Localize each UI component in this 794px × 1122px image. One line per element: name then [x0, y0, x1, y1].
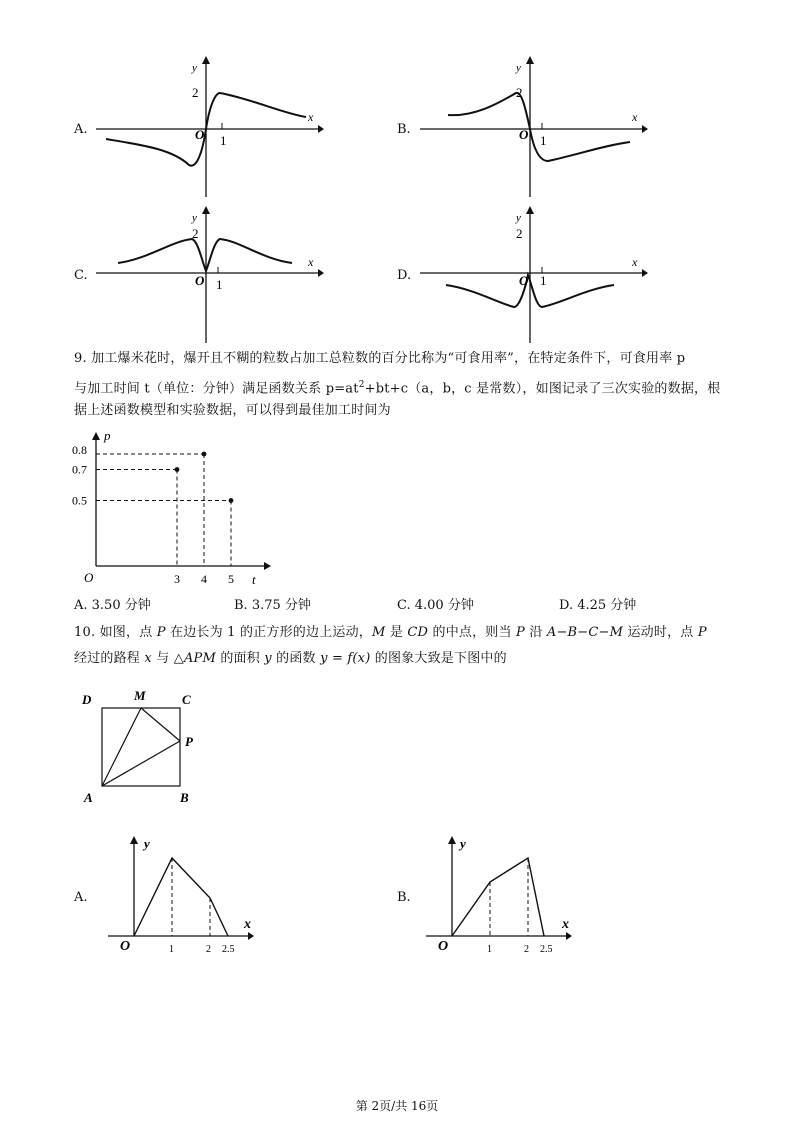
y-tick-label-1: 0.7	[72, 462, 87, 477]
x-tick-label-1: 4	[201, 572, 207, 586]
q9-line-2-before: 与加工时间 t（单位：分钟）满足函数关系 p=at	[74, 381, 359, 397]
q10-line-1	[74, 620, 707, 646]
y-label: y	[516, 212, 521, 224]
origin-label: O	[84, 570, 94, 585]
q10-u8: y = f(x)	[320, 651, 371, 666]
q10-t11: 运动时，点	[623, 625, 698, 640]
tick-2: 2	[524, 944, 529, 955]
q9-scatter-chart	[68, 428, 278, 588]
q10-t4: M	[371, 625, 386, 640]
q8-option-c-label: C.	[74, 268, 88, 283]
tick-label-one: 1	[220, 133, 227, 148]
q10-t10: A−B−C−M	[546, 625, 624, 640]
vertex-b: B	[180, 790, 189, 805]
q10-option-a-label: A.	[74, 890, 88, 905]
origin-label: O	[195, 273, 205, 288]
x-label: x	[308, 255, 314, 269]
graph-line	[452, 858, 544, 936]
tick-label-one: 1	[540, 133, 547, 148]
q10-square-diagram	[76, 684, 216, 808]
y-label: y	[144, 836, 150, 851]
x-arrow	[248, 932, 254, 940]
y-arrow	[526, 56, 534, 64]
tick-1: 1	[169, 944, 174, 955]
vertex-m: M	[134, 688, 146, 703]
tick-2: 2	[206, 944, 211, 955]
q8-graph-d	[416, 205, 648, 345]
x-arrow	[318, 125, 324, 133]
y-label: y	[192, 212, 197, 224]
x-arrow	[566, 932, 572, 940]
q10-u3: 与 △	[151, 651, 184, 666]
origin-label: O	[438, 939, 449, 954]
x-arrow	[642, 269, 648, 277]
x-label: x	[308, 110, 314, 124]
q8-graph-b	[416, 55, 648, 200]
p-arrow	[92, 432, 100, 440]
tick-label-one: 1	[216, 277, 223, 292]
tick-label-two: 2	[516, 226, 523, 241]
vertex-a: A	[84, 790, 93, 805]
origin-label: O	[120, 939, 131, 954]
origin-label: O	[195, 127, 205, 142]
tick-label-one: 1	[540, 273, 547, 288]
x-label: x	[562, 917, 569, 932]
data-point-0	[175, 467, 180, 472]
page-footer: 第 2页/共 16页	[355, 1099, 439, 1113]
vertex-d: D	[82, 692, 92, 707]
y-arrow	[448, 836, 456, 844]
y-label: y	[516, 62, 521, 74]
y-tick-label-0: 0.8	[72, 443, 87, 457]
curve	[118, 239, 292, 271]
tick-label-two: 2	[192, 226, 199, 241]
x-tick-label-0: 3	[174, 572, 180, 586]
origin-label: O	[519, 127, 529, 142]
segment-mp	[141, 708, 180, 741]
data-point-2	[229, 498, 234, 503]
q10-u9: 的图象大致是下图中的	[370, 651, 507, 666]
q10-t2: P	[156, 625, 166, 640]
t-arrow	[264, 562, 271, 570]
q8-graph-a	[92, 55, 324, 200]
q9-choice-d: D. 4.25 分钟	[559, 598, 637, 613]
y-arrow	[202, 206, 210, 214]
origin-label: O	[519, 273, 529, 288]
q10-t12: P	[697, 625, 707, 640]
tick-2-5: 2.5	[540, 944, 553, 955]
q8-option-a-label: A.	[74, 122, 88, 137]
q10-graph-b	[422, 832, 582, 960]
y-arrow	[526, 206, 534, 214]
y-label: y	[460, 836, 466, 851]
q8-option-d-label: D.	[397, 268, 412, 283]
x-tick-label-2: 5	[228, 572, 234, 586]
tick-1: 1	[487, 944, 492, 955]
q10-t6: CD	[407, 625, 429, 640]
curve	[448, 93, 630, 161]
y-arrow	[202, 56, 210, 64]
q10-u2: x	[144, 651, 152, 666]
q10-u4: APM	[183, 651, 216, 666]
tick-2-5: 2.5	[222, 944, 235, 955]
q10-t9: 沿	[524, 625, 547, 640]
x-label: x	[632, 255, 638, 269]
q9-choice-b: B. 3.75 分钟	[234, 598, 311, 613]
q10-line-2	[74, 646, 507, 672]
y-label: y	[192, 62, 197, 74]
x-arrow	[642, 125, 648, 133]
q9-line-1: 9. 加工爆米花时，爆开且不糊的粒数占加工总粒数的百分比称为“可食用率”，在特定条件下，可食用率 p	[74, 351, 686, 366]
x-label: x	[632, 110, 638, 124]
q8-option-b-label: B.	[397, 122, 411, 137]
p-axis-label: p	[104, 428, 111, 443]
y-tick-label-2: 0.5	[72, 493, 87, 508]
q10-u5: 的面积	[216, 651, 265, 666]
q10-u7: 的函数	[271, 651, 321, 666]
graph-line	[134, 858, 228, 936]
q9-line-3: 据上述函数模型和实验数据，可以得到最佳加工时间为	[74, 403, 391, 418]
q10-u6: y	[264, 651, 272, 666]
q10-graph-a	[104, 832, 264, 960]
x-label: x	[244, 917, 251, 932]
q9-line-2-sup: 2	[358, 380, 365, 390]
tick-label-two: 2	[516, 85, 523, 100]
vertex-c: C	[182, 692, 191, 707]
q9-choice-a: A. 3.50 分钟	[74, 598, 151, 613]
x-arrow	[318, 269, 324, 277]
q10-t5: 是	[385, 625, 408, 640]
q10-option-b-label: B.	[397, 890, 411, 905]
q9-choice-c: C. 4.00 分钟	[397, 598, 474, 613]
t-axis-label: t	[252, 572, 256, 587]
q10-u1: 经过的路程	[74, 651, 145, 666]
q10-t7: 的中点，则当	[428, 625, 517, 640]
q10-t8: P	[516, 625, 525, 640]
q10-t3: 在边长为 1 的正方形的边上运动，	[165, 625, 372, 640]
square	[102, 708, 180, 786]
vertex-p: P	[185, 734, 193, 749]
tick-label-two: 2	[192, 85, 199, 100]
y-arrow	[130, 836, 138, 844]
q9-line-2-after: +bt+c（a，b，c 是常数），如图记录了三次实验的数据，根	[364, 381, 721, 397]
data-point-1	[202, 452, 207, 457]
q10-t1: 10. 如图，点	[74, 625, 157, 640]
q8-graph-c	[92, 205, 324, 345]
